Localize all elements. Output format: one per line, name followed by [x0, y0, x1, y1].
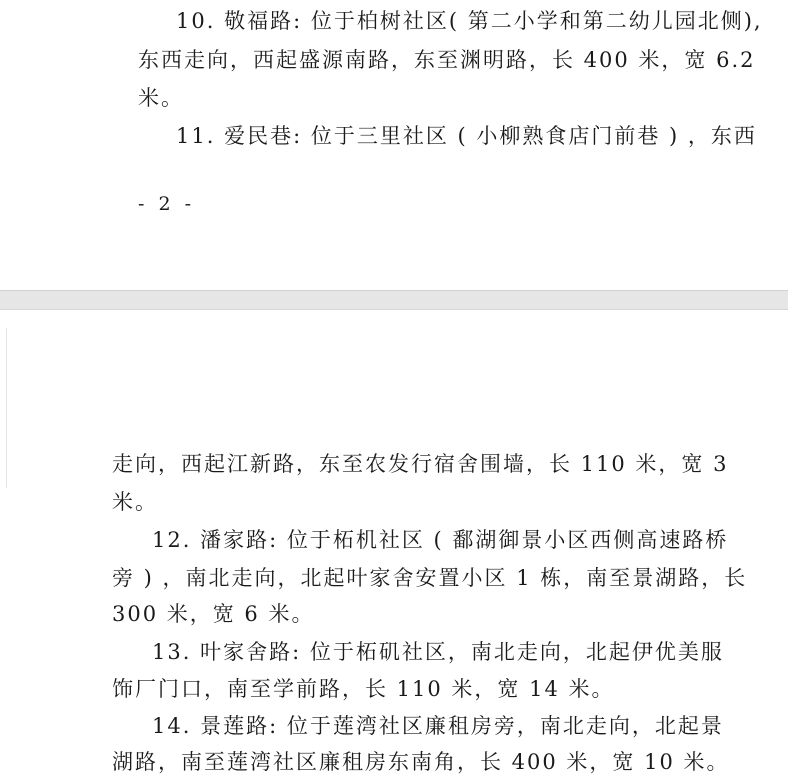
text-line: 300 米，宽 6 米。 — [112, 602, 315, 626]
text-line: 东西走向，西起盛源南路，东至渊明路，长 400 米，宽 6.2 — [138, 48, 756, 72]
text-line: 米。 — [112, 490, 158, 514]
text-line: 13. 叶家舍路: 位于柘矶社区，南北走向，北起伊优美服 — [152, 640, 724, 664]
page-number: - 2 - — [138, 193, 196, 215]
page-separator — [0, 290, 788, 310]
text-line: 走向，西起江新路，东至农发行宿舍围墙，长 110 米，宽 3 — [112, 452, 729, 476]
text-line: 饰厂门口，南至学前路，长 110 米，宽 14 米。 — [112, 677, 615, 701]
text-line: 12. 潘家路: 位于柘机社区 ( 鄱湖御景小区西侧高速路桥 — [152, 528, 729, 552]
document-page-top — [0, 0, 788, 290]
text-line: 旁 ) ，南北走向，北起叶家舍安置小区 1 栋，南至景湖路，长 — [112, 566, 748, 590]
page-edge-line — [6, 328, 7, 488]
document-page-bottom — [0, 310, 788, 782]
text-line: 湖路，南至莲湾社区廉租房东南角，长 400 米，宽 10 米。 — [112, 750, 730, 774]
text-line: 14. 景莲路: 位于莲湾社区廉租房旁，南北走向，北起景 — [152, 714, 724, 738]
text-line: 11. 爱民巷: 位于三里社区 ( 小柳熟食店门前巷 ) ，东西 — [176, 124, 757, 148]
text-line: 10. 敬福路: 位于柏树社区( 第二小学和第二幼儿园北侧), — [176, 9, 763, 33]
text-line: 米。 — [138, 86, 184, 110]
